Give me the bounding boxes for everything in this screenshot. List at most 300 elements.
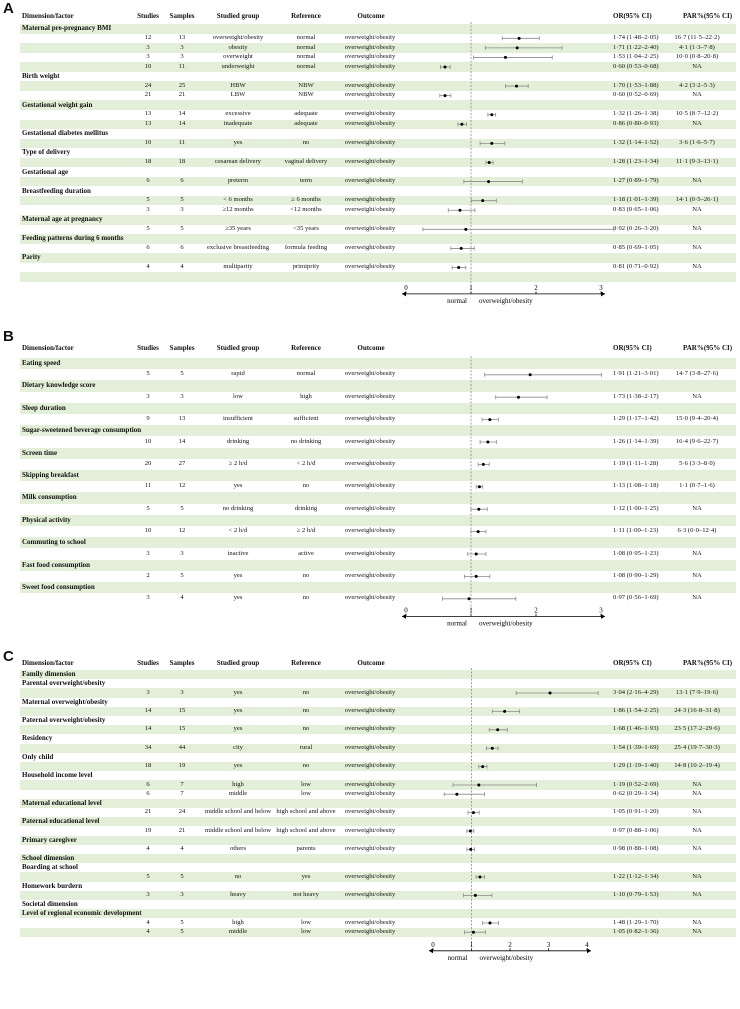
studies-cell: 14	[144, 725, 152, 733]
header-factor: Dimension/factor	[22, 12, 74, 20]
reference-cell: term	[299, 177, 313, 185]
outcome-cell: overweight/obesity	[344, 688, 396, 696]
factor-label: Sweet food consumption	[22, 583, 95, 592]
outcome-cell: overweight/obesity	[344, 808, 396, 816]
samples-cell: 11	[178, 62, 186, 70]
samples-cell: 13	[178, 415, 186, 423]
samples-cell: 7	[180, 789, 184, 797]
reference-cell: ≥ 2 h/d	[296, 527, 316, 535]
par-cell: 6·3 (0·0–12·4)	[677, 527, 717, 535]
samples-cell: 5	[180, 225, 184, 233]
reference-cell: low	[301, 918, 311, 926]
or-cell: 1·86 (1·54–2·25)	[613, 707, 659, 715]
axis-label-overweight: overweight/obesity	[479, 953, 534, 962]
studies-cell: 3	[146, 891, 150, 899]
par-cell: 24·3 (16·8–31·8)	[674, 707, 720, 715]
or-cell: 1·11 (1·00–1·23)	[613, 527, 659, 535]
or-cell: 0·60 (0·52–0·69)	[613, 91, 659, 99]
outcome-cell: overweight/obesity	[344, 707, 396, 715]
samples-cell: 24	[178, 808, 186, 816]
point-estimate	[490, 113, 493, 116]
point-estimate	[474, 894, 477, 897]
or-cell: 0·60 (0·53–0·68)	[613, 62, 659, 70]
outcome-cell: overweight/obesity	[344, 263, 396, 271]
studies-cell: 34	[144, 743, 152, 751]
group-cell: inactive	[227, 549, 249, 557]
studies-cell: 6	[146, 780, 150, 788]
studies-cell: 3	[146, 688, 150, 696]
outcome-cell: overweight/obesity	[344, 460, 396, 468]
outcome-cell: overweight/obesity	[344, 225, 396, 233]
samples-cell: 3	[180, 53, 184, 61]
group-cell: drinking	[226, 437, 250, 445]
or-cell: 0·83 (0·65–1·06)	[613, 205, 659, 213]
reference-cell: not heavy	[293, 891, 319, 899]
reference-cell: <12 months	[290, 205, 322, 213]
par-cell: 5·6 (3·3–8·0)	[679, 460, 715, 468]
studies-cell: 12	[144, 34, 152, 42]
studies-cell: 5	[146, 225, 150, 233]
header-group: Studied group	[216, 659, 260, 667]
par-cell: 25·4 (19·7–30·3)	[674, 743, 720, 751]
point-estimate	[472, 931, 475, 934]
or-cell: 1·12 (1·00–1·25)	[613, 504, 659, 512]
or-cell: 0·97 (0·88–1·06)	[613, 826, 659, 834]
samples-cell: 21	[178, 91, 186, 99]
or-cell: 0·97 (0·56–1·69)	[613, 594, 659, 602]
or-cell: 1·26 (1·14–1·39)	[613, 437, 659, 445]
group-cell: no	[234, 872, 242, 880]
par-cell: 16·7 (11·5–22·2)	[674, 34, 720, 42]
point-estimate	[486, 441, 489, 444]
samples-cell: 11	[178, 139, 186, 147]
group-cell: ≥ 2 h/d	[228, 460, 248, 468]
point-estimate	[504, 56, 507, 59]
header-studies: Studies	[137, 12, 159, 20]
x-tick-label: 3	[546, 940, 551, 949]
reference-cell: parents	[296, 845, 316, 853]
factor-label: Gestational diabetes mellitus	[22, 129, 108, 138]
par-cell: 14·1 (0·5–26·1)	[675, 196, 719, 204]
factor-label: Household income level	[22, 771, 93, 780]
header-outcome: Outcome	[357, 344, 385, 352]
point-estimate	[444, 94, 447, 97]
studies-cell: 3	[146, 549, 150, 557]
outcome-cell: overweight/obesity	[344, 872, 396, 880]
studies-cell: 2	[146, 572, 150, 580]
group-cell: ≥12 months	[222, 205, 254, 213]
par-cell: 23·5 (17·2–29·6)	[674, 725, 720, 733]
factor-label: Dietary knowledge score	[22, 381, 96, 390]
outcome-cell: overweight/obesity	[344, 504, 396, 512]
reference-cell: adequate	[294, 119, 318, 127]
or-cell: 1·73 (1·38–2·17)	[613, 392, 659, 400]
group-cell: city	[233, 743, 243, 751]
studies-cell: 14	[144, 707, 152, 715]
point-estimate	[478, 876, 481, 879]
par-cell: NA	[692, 872, 702, 880]
point-estimate	[488, 922, 491, 925]
group-cell: overweight/obesity	[212, 34, 264, 42]
reference-cell: <35 years	[293, 225, 319, 233]
point-estimate	[529, 373, 532, 376]
header-par: PAR%(95% CI)	[683, 659, 733, 667]
samples-cell: 3	[180, 205, 184, 213]
outcome-cell: overweight/obesity	[344, 549, 396, 557]
reference-cell: no	[302, 725, 310, 733]
x-tick-label: 3	[599, 283, 603, 292]
factor-label: Gestational weight gain	[22, 100, 93, 109]
or-cell: 1·05 (0·82–1·36)	[613, 927, 659, 935]
samples-cell: 4	[180, 845, 184, 853]
reference-cell: no	[302, 707, 310, 715]
outcome-cell: overweight/obesity	[344, 762, 396, 770]
factor-label: Paternal educational level	[22, 817, 100, 826]
or-cell: 1·29 (1·19–1·40)	[613, 762, 659, 770]
axis-label-overweight: overweight/obesity	[479, 619, 533, 628]
studies-cell: 5	[146, 370, 150, 378]
samples-cell: 6	[180, 244, 184, 252]
panel-c	[0, 648, 740, 977]
group-cell: insufficient	[223, 415, 253, 423]
header-samples: Samples	[169, 344, 195, 352]
point-estimate	[475, 575, 478, 578]
par-cell: NA	[692, 392, 702, 400]
studies-cell: 13	[144, 110, 152, 118]
samples-cell: 5	[180, 370, 184, 378]
point-estimate	[477, 508, 480, 511]
or-cell: 1·48 (1·29–1·70)	[613, 918, 659, 926]
or-cell: 0·92 (0·26–3·20)	[613, 225, 659, 233]
factor-label: Milk consumption	[22, 493, 77, 502]
reference-cell: rural	[299, 743, 313, 751]
outcome-cell: overweight/obesity	[344, 743, 396, 751]
group-cell: cesarean delivery	[215, 158, 261, 166]
par-cell: 4·1 (1·3–7·8)	[679, 43, 715, 51]
studies-cell: 24	[144, 81, 152, 89]
outcome-cell: overweight/obesity	[344, 789, 396, 797]
outcome-cell: overweight/obesity	[344, 527, 396, 535]
studies-cell: 13	[144, 119, 152, 127]
outcome-cell: overweight/obesity	[344, 43, 396, 51]
samples-cell: 12	[178, 527, 186, 535]
or-cell: 1·18 (1·01–1·39)	[613, 196, 659, 204]
header-reference: Reference	[291, 12, 321, 20]
group-cell: yes	[233, 482, 243, 490]
x-tick-label: 0	[431, 940, 435, 949]
reference-cell: normal	[296, 370, 316, 378]
reference-cell: no	[302, 572, 310, 580]
header-par: PAR%(95% CI)	[683, 344, 733, 352]
x-tick-label: 0	[404, 606, 408, 615]
outcome-cell: overweight/obesity	[344, 725, 396, 733]
samples-cell: 14	[178, 119, 186, 127]
outcome-cell: overweight/obesity	[344, 196, 396, 204]
group-cell: underweight	[221, 62, 255, 70]
samples-cell: 15	[178, 707, 186, 715]
par-cell: NA	[692, 244, 702, 252]
point-estimate	[472, 811, 475, 814]
or-cell: 1·29 (1·17–1·42)	[613, 415, 659, 423]
samples-cell: 27	[178, 460, 186, 468]
or-cell: 1·54 (1·39–1·69)	[613, 743, 659, 751]
par-cell: 3·6 (1·6–5·7)	[679, 139, 715, 147]
or-cell: 3·04 (2·16–4·29)	[613, 688, 659, 696]
factor-label: Paternal overweight/obesity	[22, 716, 106, 725]
studies-cell: 10	[144, 139, 152, 147]
par-cell: 10·0 (0·8–20·8)	[675, 53, 719, 61]
group-cell: < 6 months	[223, 196, 253, 204]
studies-cell: 3	[146, 594, 150, 602]
par-cell: NA	[692, 91, 702, 99]
reference-cell: low	[301, 780, 311, 788]
par-cell: NA	[692, 789, 702, 797]
samples-cell: 5	[180, 504, 184, 512]
group-cell: heavy	[230, 891, 246, 899]
group-cell: < 2 h/d	[228, 527, 248, 535]
point-estimate	[516, 46, 519, 49]
axis-arrow-left	[402, 291, 406, 296]
factor-label: Sleep duration	[22, 403, 66, 412]
group-cell: multiparity	[223, 263, 253, 271]
samples-cell: 19	[178, 762, 186, 770]
or-cell: 1·19 (0·52–2·69)	[613, 780, 659, 788]
point-estimate	[455, 793, 458, 796]
group-cell: yes	[233, 139, 243, 147]
point-estimate	[491, 747, 494, 750]
factor-label: Maternal age at pregnancy	[22, 215, 103, 224]
reference-cell: < 2 h/d	[296, 460, 316, 468]
header-factor: Dimension/factor	[22, 659, 74, 667]
par-cell: NA	[692, 808, 702, 816]
point-estimate	[458, 209, 461, 212]
outcome-cell: overweight/obesity	[344, 392, 396, 400]
studies-cell: 6	[146, 177, 150, 185]
par-cell: 16·4 (9·6–22·7)	[675, 437, 719, 445]
studies-cell: 19	[144, 826, 152, 834]
point-estimate	[457, 266, 460, 269]
samples-cell: 25	[178, 81, 186, 89]
reference-cell: high school and above	[276, 826, 336, 834]
samples-cell: 3	[180, 891, 184, 899]
par-cell: NA	[692, 177, 702, 185]
x-tick-label: 2	[534, 606, 538, 615]
x-tick-label: 1	[469, 940, 474, 949]
group-cell: low	[233, 392, 243, 400]
factor-label: Commuting to school	[22, 538, 86, 547]
x-tick-label: 4	[585, 940, 589, 949]
or-cell: 1·74 (1·48–2·05)	[613, 34, 659, 42]
panel-a	[0, 0, 740, 322]
or-cell: 1·22 (1·12–1·34)	[613, 872, 659, 880]
point-estimate	[468, 597, 471, 600]
par-cell: NA	[692, 780, 702, 788]
point-estimate	[549, 692, 552, 695]
reference-cell: active	[298, 549, 314, 557]
group-cell: high	[232, 918, 244, 926]
group-cell: yes	[233, 707, 243, 715]
studies-cell: 3	[146, 205, 150, 213]
reference-cell: normal	[296, 53, 316, 61]
par-cell: 13·1 (7·9–19·6)	[675, 688, 719, 696]
reference-cell: NBW	[298, 81, 314, 89]
reference-cell: no	[302, 482, 310, 490]
reference-cell: normal	[296, 34, 316, 42]
studies-cell: 10	[144, 527, 152, 535]
or-cell: 0·62 (0·29–1·34)	[613, 789, 659, 797]
group-cell: excessive	[225, 110, 251, 118]
samples-cell: 4	[180, 263, 184, 271]
or-cell: 1·53 (1·04–2·25)	[613, 53, 659, 61]
par-cell: NA	[692, 549, 702, 557]
point-estimate	[444, 65, 447, 68]
samples-cell: 4	[180, 594, 184, 602]
outcome-cell: overweight/obesity	[344, 53, 396, 61]
par-cell: 10·5 (8·7–12·2)	[675, 110, 719, 118]
samples-cell: 21	[178, 826, 186, 834]
x-tick-label: 2	[534, 283, 538, 292]
or-cell: 1·10 (0·79–1·53)	[613, 891, 659, 899]
studies-cell: 5	[146, 872, 150, 880]
reference-cell: no	[302, 594, 310, 602]
or-cell: 1·28 (1·23–1·34)	[613, 158, 659, 166]
point-estimate	[518, 37, 521, 40]
or-cell: 1·68 (1·46–1·93)	[613, 725, 659, 733]
point-estimate	[482, 463, 485, 466]
group-cell: middle	[228, 789, 248, 797]
or-cell: 0·85 (0·69–1·05)	[613, 244, 659, 252]
group-cell: yes	[233, 594, 243, 602]
factor-label: Homework burdern	[22, 881, 83, 890]
header-outcome: Outcome	[357, 12, 385, 20]
group-cell: no drinking	[222, 504, 254, 512]
group-cell: LBW	[230, 91, 246, 99]
or-cell: 1·70 (1·53–1·88)	[613, 81, 659, 89]
par-cell: NA	[692, 826, 702, 834]
factor-label: Breastfeeding duration	[22, 186, 91, 195]
reference-cell: yes	[301, 872, 311, 880]
group-cell: exclusive breastfeeding	[206, 244, 270, 252]
samples-cell: 14	[178, 437, 186, 445]
reference-cell: primiprity	[292, 263, 320, 271]
factor-label: Skipping breakfast	[22, 471, 79, 480]
outcome-cell: overweight/obesity	[344, 91, 396, 99]
par-cell: 11·1 (9·3–13·1)	[675, 158, 719, 166]
or-cell: 1·08 (0·95–1·23)	[613, 549, 659, 557]
point-estimate	[517, 396, 520, 399]
par-cell: NA	[692, 62, 702, 70]
reference-cell: normal	[296, 43, 316, 51]
x-tick-label: 1	[469, 606, 473, 615]
samples-cell: 3	[180, 392, 184, 400]
or-cell: 0·81 (0·71–0·92)	[613, 263, 659, 271]
reference-cell: drinking	[294, 504, 318, 512]
par-cell: NA	[692, 263, 702, 271]
group-cell: rapid	[231, 370, 245, 378]
par-cell: 14·8 (10·2–19·4)	[674, 762, 720, 770]
or-cell: 1·32 (1·14–1·52)	[613, 139, 659, 147]
outcome-cell: overweight/obesity	[344, 826, 396, 834]
panel-label: B	[3, 328, 14, 345]
factor-label: Type of delivery	[22, 148, 71, 157]
studies-cell: 4	[146, 845, 150, 853]
point-estimate	[464, 228, 467, 231]
factor-label: Maternal pre-pregnancy BMI	[22, 24, 112, 33]
samples-cell: 3	[180, 43, 184, 51]
point-estimate	[477, 784, 480, 787]
outcome-cell: overweight/obesity	[344, 437, 396, 445]
studies-cell: 20	[144, 460, 152, 468]
studies-cell: 5	[146, 196, 150, 204]
axis-arrow-right	[601, 291, 605, 296]
factor-label: Eating speed	[22, 359, 61, 368]
par-cell: 14·7 (3·8–27·6)	[675, 370, 719, 378]
header-reference: Reference	[291, 344, 321, 352]
samples-cell: 5	[180, 927, 184, 935]
par-cell: 4·2 (3·2–5·3)	[679, 81, 715, 89]
outcome-cell: overweight/obesity	[344, 415, 396, 423]
outcome-cell: overweight/obesity	[344, 119, 396, 127]
group-cell: others	[229, 845, 247, 853]
point-estimate	[487, 180, 490, 183]
par-cell: NA	[692, 205, 702, 213]
studies-cell: 5	[146, 504, 150, 512]
group-cell: middle school and below	[204, 826, 272, 834]
outcome-cell: overweight/obesity	[344, 918, 396, 926]
studies-cell: 18	[144, 762, 152, 770]
samples-cell: 14	[178, 110, 186, 118]
or-cell: 0·86 (0·80–0·93)	[613, 119, 659, 127]
header-group: Studied group	[216, 12, 260, 20]
factor-label: Residency	[22, 734, 53, 743]
studies-cell: 11	[144, 482, 152, 490]
x-tick-label: 1	[469, 283, 473, 292]
group-cell: middle	[228, 927, 248, 935]
factor-label: Parity	[22, 253, 41, 262]
factor-label: Boarding at school	[22, 863, 79, 872]
outcome-cell: overweight/obesity	[344, 891, 396, 899]
par-cell: NA	[692, 504, 702, 512]
x-tick-label: 0	[404, 283, 408, 292]
point-estimate	[478, 485, 481, 488]
reference-cell: NBW	[298, 91, 314, 99]
point-estimate	[488, 418, 491, 421]
group-cell: preterm	[227, 177, 249, 185]
reference-cell: no	[302, 139, 310, 147]
outcome-cell: overweight/obesity	[344, 110, 396, 118]
samples-cell: 5	[180, 918, 184, 926]
point-estimate	[469, 848, 472, 851]
factor-label: Societal dimension	[22, 900, 78, 909]
outcome-cell: overweight/obesity	[344, 205, 396, 213]
samples-cell: 3	[180, 688, 184, 696]
header-studies: Studies	[137, 344, 159, 352]
outcome-cell: overweight/obesity	[344, 594, 396, 602]
or-cell: 1·05 (0·91–1·20)	[613, 808, 659, 816]
group-cell: yes	[233, 725, 243, 733]
axis-label-normal: normal	[447, 953, 468, 962]
group-cell: obesity	[228, 43, 248, 51]
point-estimate	[469, 830, 472, 833]
point-estimate	[481, 765, 484, 768]
samples-cell: 44	[178, 743, 186, 751]
studies-cell: 21	[144, 91, 152, 99]
par-cell: NA	[692, 891, 702, 899]
studies-cell: 10	[144, 437, 152, 445]
reference-cell: adequate	[294, 110, 318, 118]
group-cell: high	[232, 780, 244, 788]
factor-label: Parental overweight/obesity	[22, 679, 106, 688]
